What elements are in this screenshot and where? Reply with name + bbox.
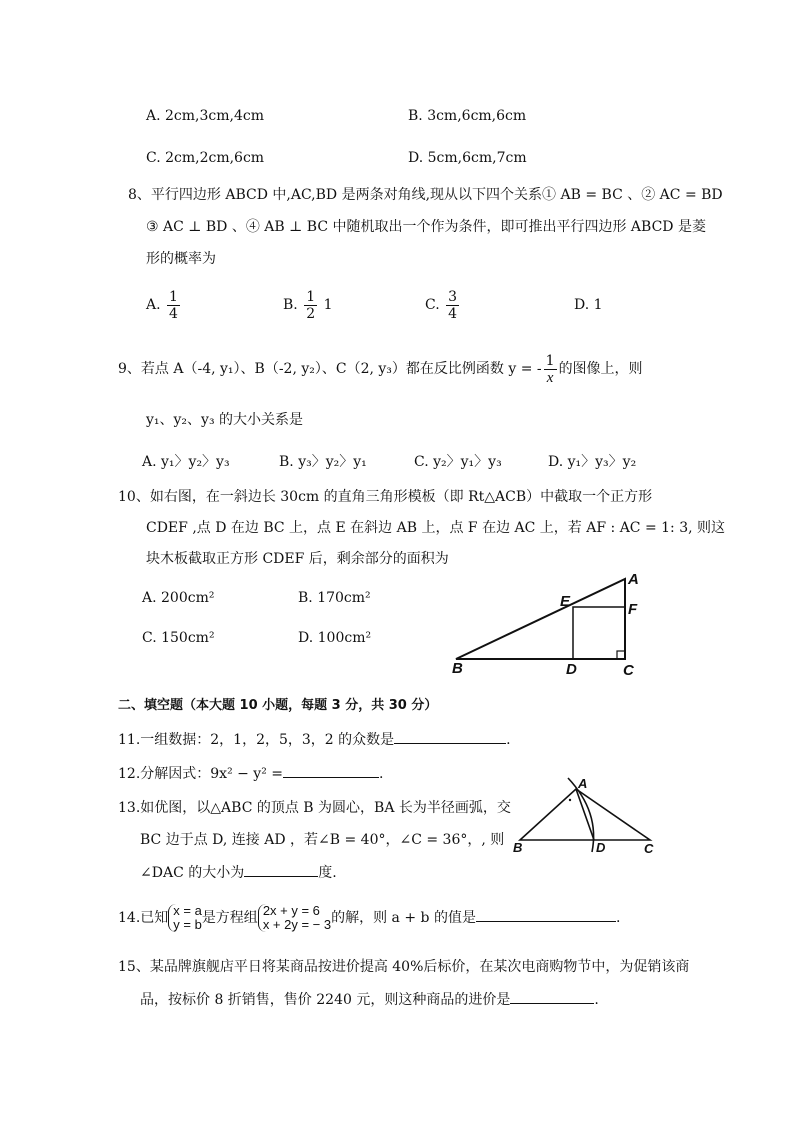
- q11-answer-blank[interactable]: [394, 729, 506, 744]
- q10-option-b: B. 170cm²: [298, 590, 371, 606]
- q8-line2: ③ AC ⊥ BD 、④ AB ⊥ BC 中随机取出一个作为条件，即可推出平行四边形 ABCD 是菱: [146, 219, 706, 235]
- q7-option-c: C. 2cm,2cm,6cm: [146, 150, 265, 166]
- label-a: A: [628, 571, 639, 588]
- dot-mark: [569, 799, 571, 801]
- q14-system-1: [168, 904, 202, 932]
- q14-sys2-line1: 2x + y = 6: [262, 903, 320, 918]
- q7-option-b: B. 3cm,6cm,6cm: [408, 108, 527, 124]
- q14-suffix: 的解，则 a + b 的值是: [331, 910, 476, 926]
- q8-line1: 8、平行四边形 ABCD 中,AC,BD 是两条对角线,现从以下四个关系① AB = BC 、② AC = BD: [128, 187, 723, 203]
- q9-frac-den: x: [546, 369, 554, 386]
- label-a: A: [578, 776, 588, 791]
- q7-option-d: D. 5cm,6cm,7cm: [408, 150, 527, 166]
- q15-answer-blank[interactable]: [510, 989, 594, 1004]
- q14-end: .: [615, 910, 621, 926]
- q8-option-c: [425, 287, 461, 323]
- q8-option-b-extra: 1: [323, 297, 333, 313]
- q8-option-b-fraction: [304, 289, 317, 322]
- q9-frac-num: 1: [545, 352, 555, 369]
- q8-c-num: 3: [448, 288, 458, 305]
- q12-answer-blank[interactable]: [283, 763, 379, 778]
- q10-line1: 10、如右图，在一斜边长 30cm 的直角三角形模板（即 Rt△ACB）中截取一个正方形: [118, 489, 653, 505]
- q9-option-c: C. y₂〉y₁〉y₃: [414, 454, 502, 470]
- q8-option-d: D. 1: [574, 297, 603, 313]
- q14: [118, 900, 620, 936]
- q10-triangle-figure: [440, 566, 660, 684]
- label-c: C: [644, 841, 654, 856]
- q8-b-num: 1: [306, 288, 316, 305]
- q9-option-d: D. y₁〉y₃〉y₂: [548, 454, 637, 470]
- q8-option-c-fraction: [446, 289, 459, 322]
- q10-line2: CDEF ,点 D 在边 BC 上，点 E 在斜边 AB 上，点 F 在边 AC 上，若 AF : AC = 1: 3, 则这: [146, 520, 726, 536]
- q14-answer-blank[interactable]: [476, 907, 616, 922]
- q8-a-den: 4: [169, 305, 178, 322]
- q14-sys1-line1: x = a: [173, 903, 202, 918]
- q12-end: .: [379, 766, 384, 782]
- label-b: B: [513, 840, 523, 855]
- q11: [118, 729, 511, 750]
- q12: [118, 763, 383, 784]
- q7-option-a: A. 2cm,3cm,4cm: [146, 108, 264, 124]
- q9-line1-tail: 的图像上，则: [558, 361, 643, 377]
- q8-option-a-label: A.: [146, 297, 161, 313]
- q13-triangle-figure: [508, 772, 660, 858]
- q14-mid: 是方程组: [201, 910, 258, 926]
- q14-system-2: [258, 904, 331, 932]
- label-f: F: [628, 601, 638, 618]
- q8-option-c-label: C.: [425, 297, 440, 313]
- q11-end: .: [506, 732, 511, 748]
- q14-prefix: 14.已知: [118, 910, 169, 926]
- triangle-acb: [456, 579, 625, 659]
- q14-sys2-line2: x + 2y = − 3: [262, 917, 332, 932]
- label-d: D: [566, 661, 577, 678]
- q12-text: 12.分解因式：9x² − y² =: [118, 766, 284, 782]
- q10-option-c: C. 150cm²: [142, 630, 215, 646]
- label-e: E: [560, 593, 571, 610]
- q8-line3: 形的概率为: [146, 251, 216, 267]
- q9-option-a: A. y₁〉y₂〉y₃: [142, 454, 230, 470]
- q14-sys1-line2: y = b: [173, 917, 202, 932]
- q8-c-den: 4: [448, 305, 458, 322]
- q13-line3-text: ∠DAC 的大小为: [140, 865, 245, 881]
- q15-line2-text: 品，按标价 8 折销售，售价 2240 元，则这种商品的进价是: [140, 992, 511, 1008]
- q9-line2: y₁、y₂、y₃ 的大小关系是: [146, 412, 304, 428]
- q10-line3: 块木板截取正方形 CDEF 后，剩余部分的面积为: [146, 551, 449, 567]
- q10-option-d: D. 100cm²: [298, 630, 372, 646]
- q11-text: 11.一组数据：2，1，2，5，3，2 的众数是: [118, 732, 395, 748]
- q9-line1: [118, 351, 643, 387]
- q13-line2: BC 边于点 D, 连接 AD ，若∠B = 40°，∠C = 36°，, 则: [140, 832, 505, 848]
- q8-option-b-label: B.: [283, 297, 298, 313]
- q9-line1-text: 9、若点 A（-4, y₁）、B（-2, y₂）、C（2, y₃）都在反比例函数 y = -: [118, 361, 542, 377]
- label-b: B: [452, 660, 463, 677]
- right-angle-mark: [617, 651, 625, 659]
- q8-option-a: [146, 287, 182, 323]
- q10-option-a: A. 200cm²: [142, 590, 215, 606]
- q13-line3: [140, 862, 337, 883]
- q8-option-a-fraction: [167, 289, 180, 322]
- label-d: D: [596, 840, 606, 855]
- q9-fraction: [544, 353, 557, 386]
- q15-end: .: [594, 992, 599, 1008]
- q9-option-b: B. y₃〉y₂〉y₁: [279, 454, 367, 470]
- q8-a-num: 1: [169, 288, 178, 305]
- section-2-title: 二、填空题（本大题 10 小题，每题 3 分，共 30 分）: [118, 698, 438, 713]
- q13-answer-blank[interactable]: [244, 862, 318, 877]
- q8-option-b: [283, 287, 333, 323]
- q13-end: 度.: [318, 865, 337, 881]
- label-c: C: [623, 662, 634, 679]
- q15-line2: [140, 989, 599, 1010]
- q13-line1: 13.如优图，以△ABC 的顶点 B 为圆心，BA 长为半径画弧，交: [118, 800, 511, 816]
- q15-line1: 15、某品牌旗舰店平日将某商品按进价提高 40%后标价，在某次电商购物节中，为促销该商: [118, 959, 690, 975]
- q8-b-den: 2: [306, 305, 316, 322]
- segment-ad: [576, 789, 594, 840]
